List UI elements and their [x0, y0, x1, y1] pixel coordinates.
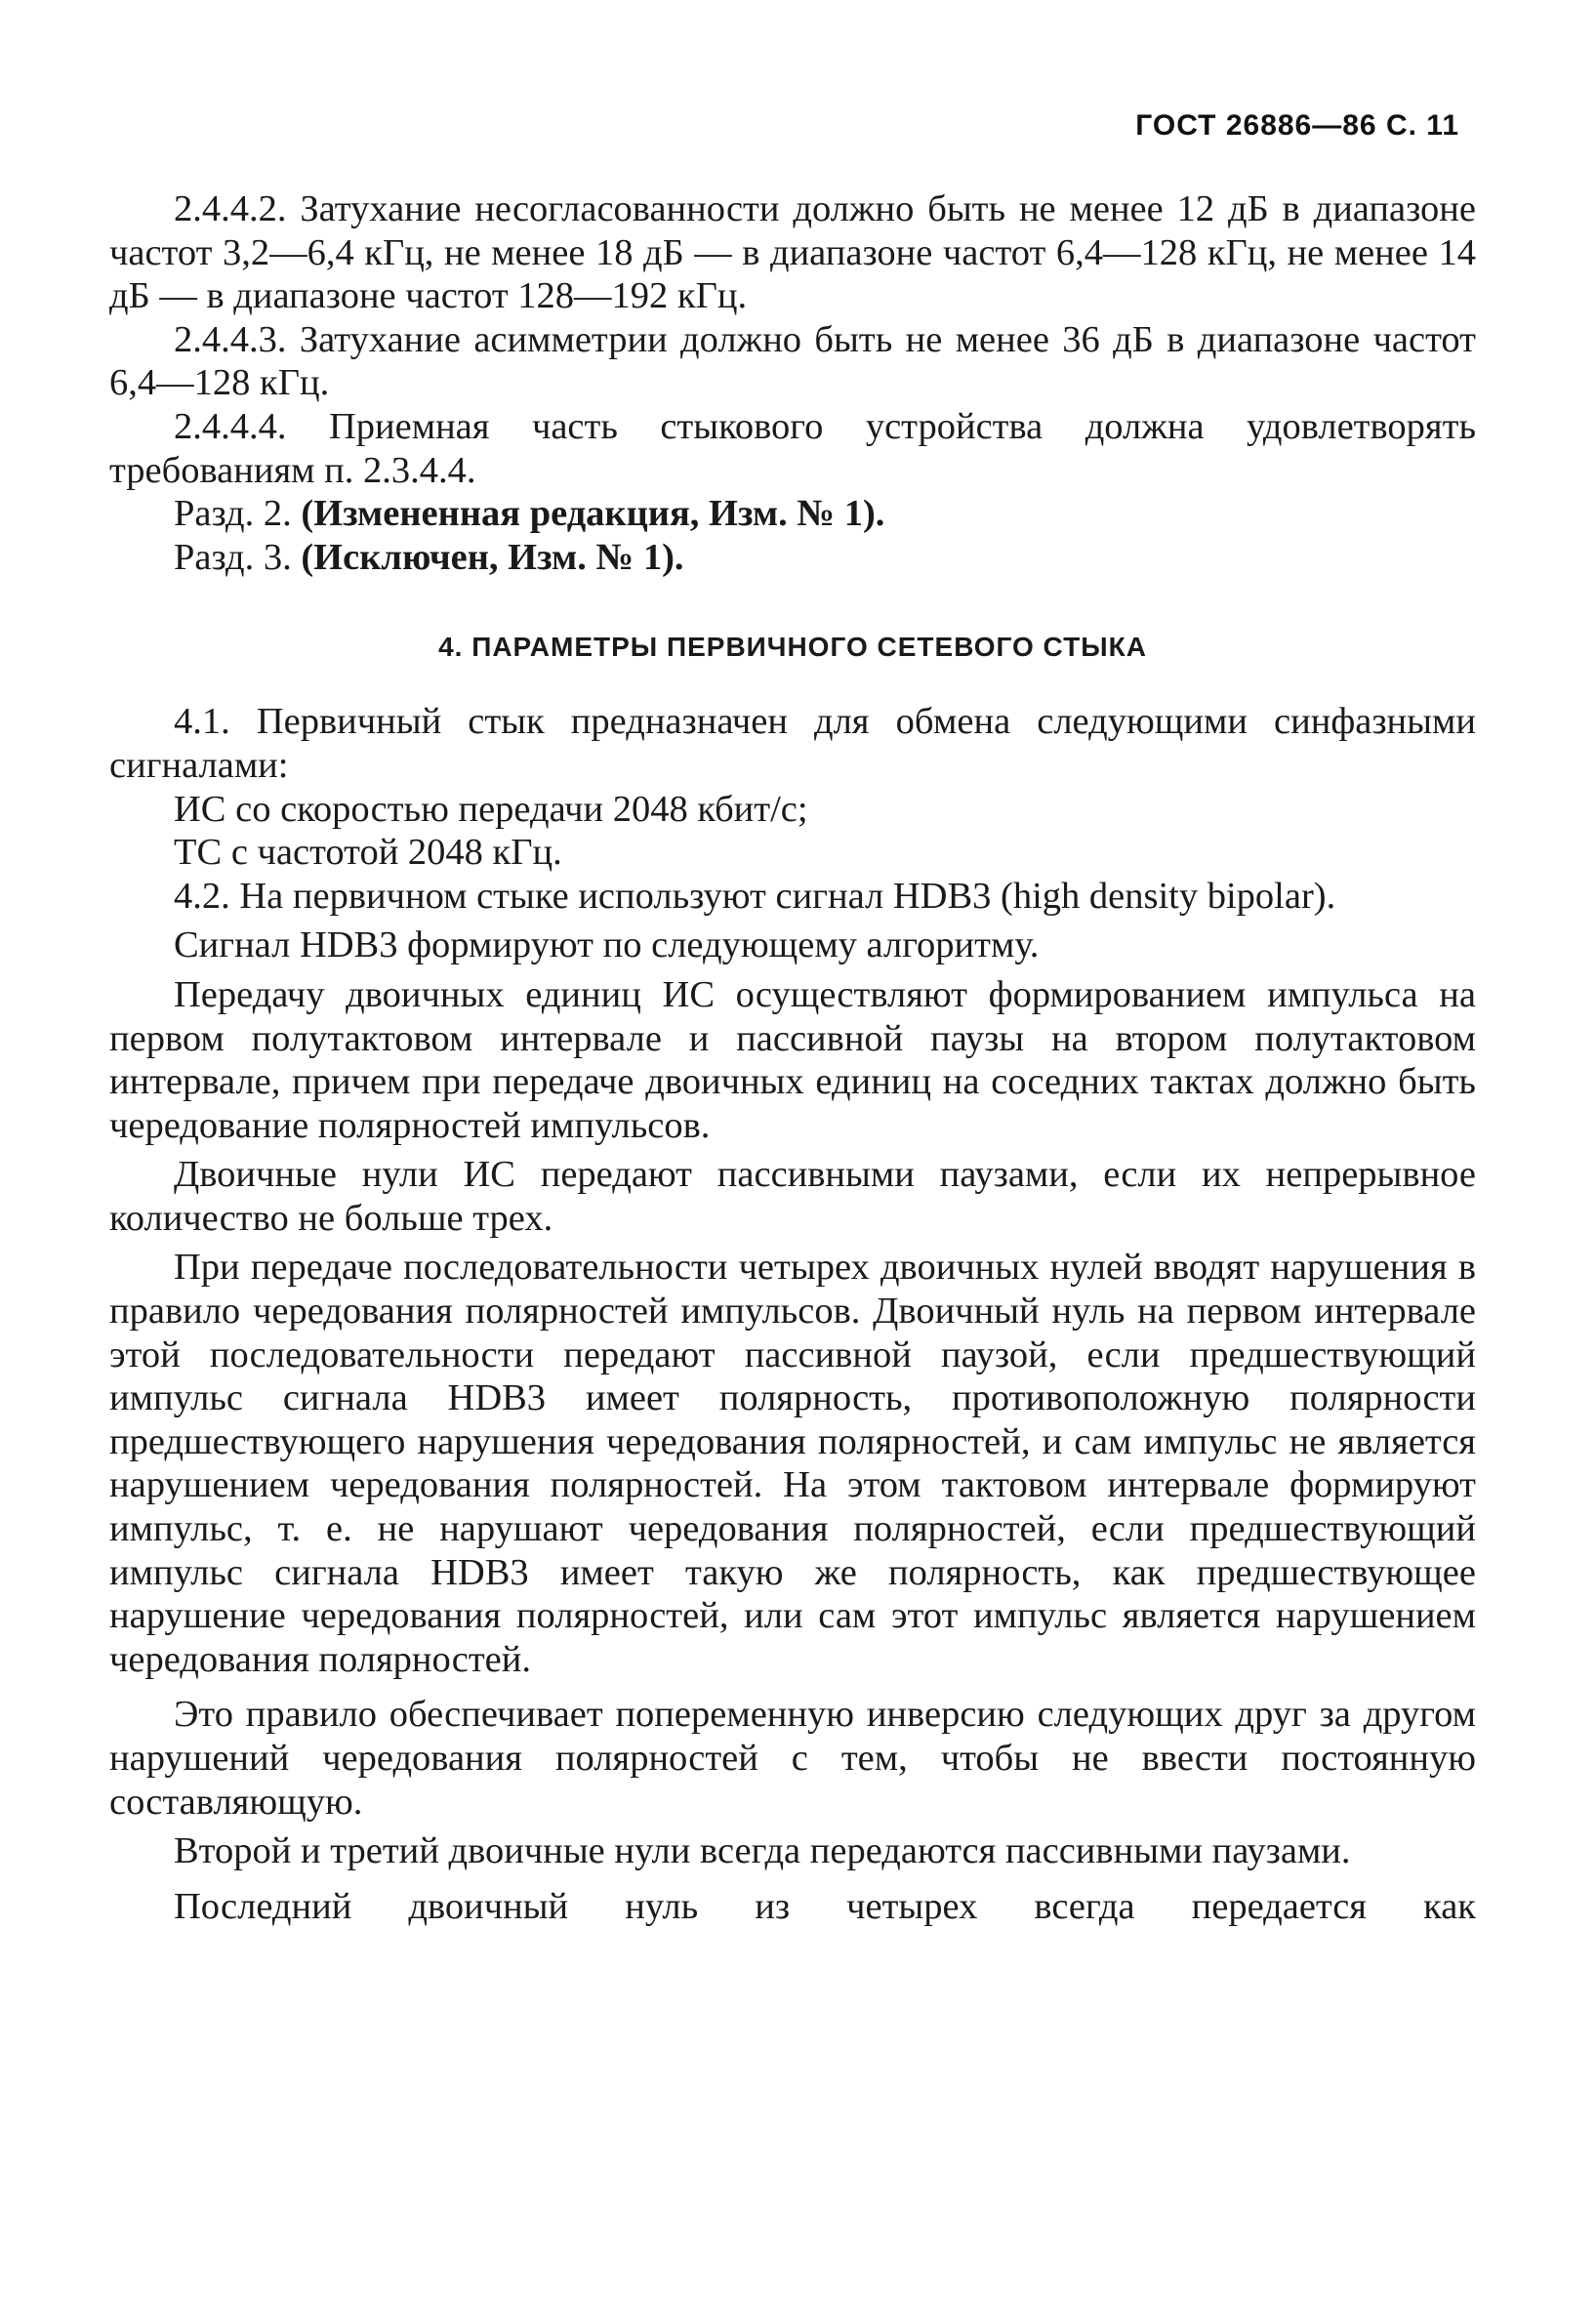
paragraph-zeros: Двоичные нули ИС передают пассивными паузами, если их непрерывное количество не больше трех.: [109, 1154, 1476, 1239]
paragraph-2-4-4-4: 2.4.4.4. Приемная часть стыкового устройства должна удовлетворять требованиям п. 2.3.4.4.: [109, 405, 1476, 491]
paragraph-algorithm: Сигнал HDB3 формируют по следующему алгоритму.: [174, 924, 1040, 966]
note-razd-2: [109, 492, 1476, 536]
paragraph-rule: Это правило обеспечивает попеременную инверсию следующих друг за другом нарушений чередования полярностей с тем, чтобы не ввести постоянную составляющую.: [109, 1694, 1476, 1823]
paragraph-four-zeros: При передаче последовательности четырех двоичных нулей вводят нарушения в правило чередования полярностей импульсов. Двоичный нуль на первом интервале этой последовательности передают пассивной паузой, если предшествующий импульс сигнала HDB3 имеет полярность, противоположную полярности предшествующего нарушения чередования полярностей, и сам импульс не является нарушением чередования полярностей. На этом тактовом интервале формируют импульс, т. е. не нарушают чередования полярностей, если предшествующий импульс сигнала HDB3 имеет такую же полярность, как предшествующее нарушение чередования полярностей, или сам этот импульс является нарушением чередования полярностей.: [109, 1247, 1476, 1680]
section-4-title: 4. ПАРАМЕТРЫ ПЕРВИЧНОГО СЕТЕВОГО СТЫКА: [438, 632, 1147, 663]
note-razd-3-text: (Исключен, Изм. № 1).: [301, 536, 684, 578]
paragraph-2-4-4-3: 2.4.4.3. Затухание асимметрии должно быть не менее 36 дБ в диапазоне частот 6,4—128 кГц.: [109, 318, 1476, 404]
paragraph-2-4-4-2: 2.4.4.2. Затухание несогласованности должно быть не менее 12 дБ в диапазоне частот 3,2—6,4 кГц, не менее 18 дБ — в диапазоне частот 6,4—128 кГц, не менее 14 дБ — в диапазоне частот 128—192 кГц.: [109, 188, 1476, 317]
paragraph-4-2: 4.2. На первичном стыке используют сигнал HDB3 (high density bipolar).: [174, 875, 1336, 917]
paragraph-second-third: Второй и третий двоичные нули всегда передаются пассивными паузами.: [174, 1830, 1351, 1872]
note-razd-3: [109, 536, 1476, 580]
paragraph-4-1: 4.1. Первичный стык предназначен для обмена следующими синфазными сигналами:: [109, 701, 1476, 786]
note-razd-3-prefix: Разд. 3.: [174, 536, 292, 578]
page-content: [109, 187, 1476, 1928]
note-razd-2-prefix: Разд. 2.: [174, 493, 292, 535]
paragraph-last: Последний двоичный нуль из четырех всегда передается как: [174, 1885, 1476, 1927]
note-razd-2-text: (Измененная редакция, Изм. № 1).: [301, 493, 885, 535]
paragraph-ones: Передачу двоичных единиц ИС осуществляют формированием импульса на первом полутактовом интервале и пассивной паузы на втором полутактовом интервале, причем при передаче двоичных единиц на соседних тактах должно быть чередование полярностей импульсов.: [109, 973, 1476, 1146]
page-header: ГОСТ 26886—86 С. 11: [1135, 109, 1459, 142]
list-item-ts: ТС с частотой 2048 кГц.: [174, 832, 562, 874]
list-item-is: ИС со скоростью передачи 2048 кбит/с;: [174, 788, 808, 830]
